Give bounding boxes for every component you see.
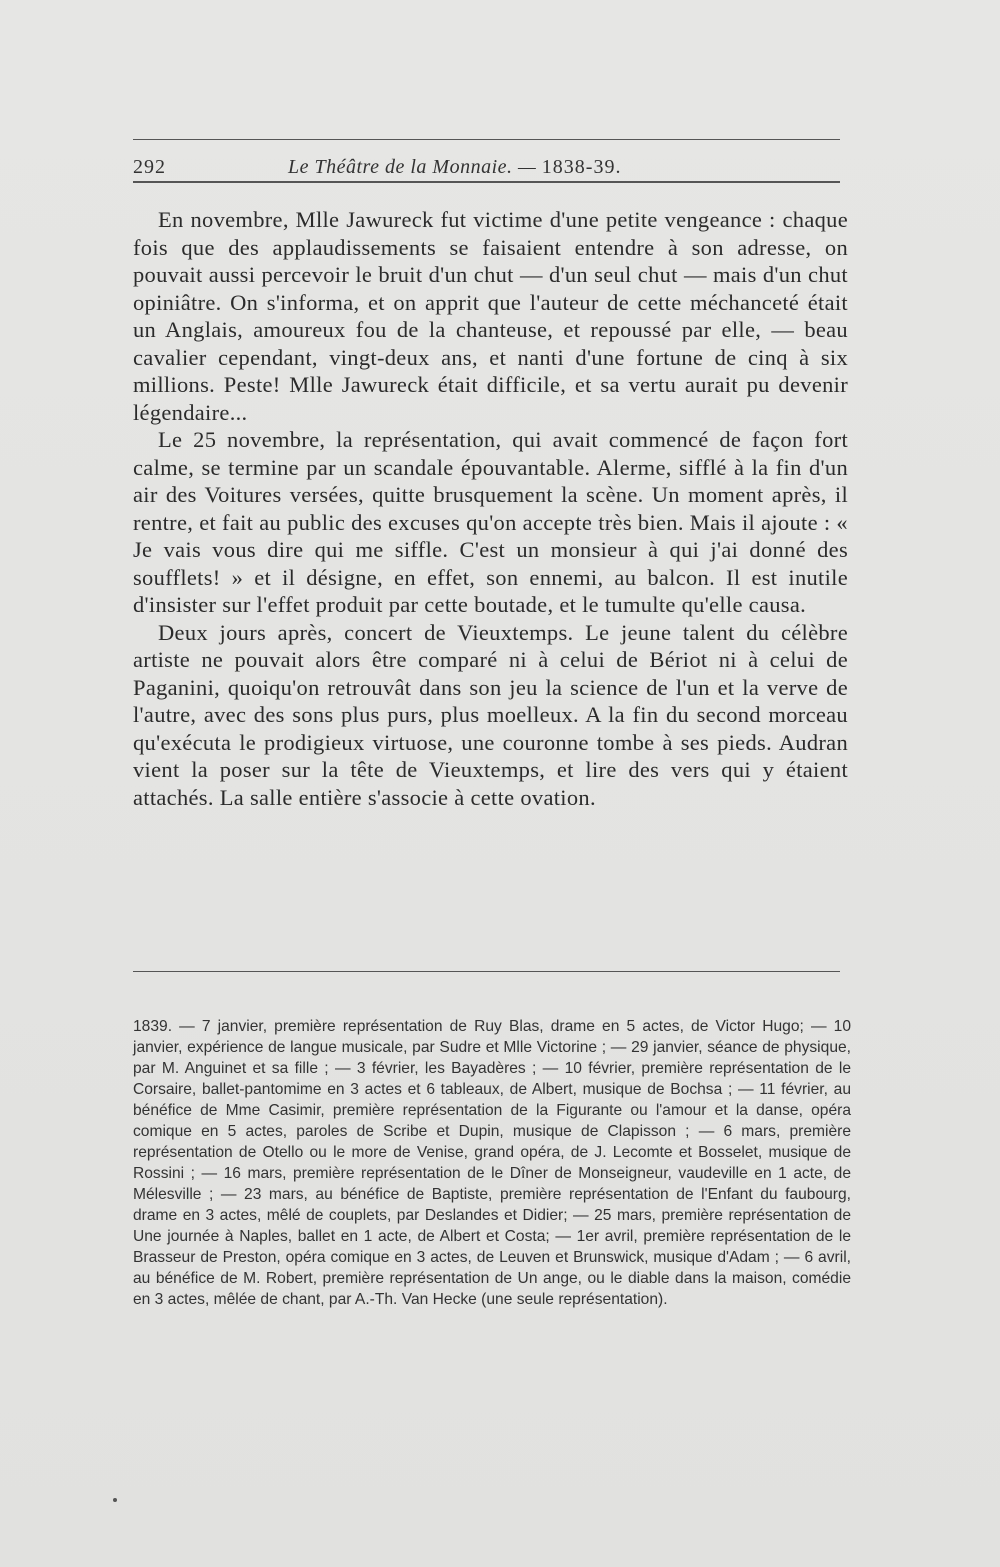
main-text (133, 206, 848, 811)
footnote-text: 1839. — 7 janvier, première représentation de Ruy Blas, drame en 5 actes, de Victor Hugo; — 10 janvier, expérience de langue musicale, par Sudre et Mlle Victorine ; — 29 janvier, séance de physique, par M. Anguinet et sa fille ; — 3 février, les Bayadères ; — 10 février, première représentation de le Corsaire, ballet-pantomime en 3 actes et 6 tableaux, de Albert, musique de Bochsa ; — 11 février, au bénéfice de Mme Casimir, première représentation de la Figurante ou l'amour et la danse, opéra comique en 5 actes, paroles de Scribe et Dupin, musique de Clapisson ; — 6 mars, première représentation de Otello ou le more de Venise, grand opéra, de J. Lecomte et Bosselet, musique de Rossini ; — 16 mars, première représentation de le Dîner de Monseigneur, vaudeville en 1 acte, de Mélesville ; — 23 mars, au bénéfice de Baptiste, première représentation de l'Enfant du faubourg, drame en 3 actes, mêlé de couplets, par Deslandes et Didier; — 25 mars, première représentation de Une journée à Naples, ballet en 1 acte, de Albert et Costa; — 1er avril, première représentation de le Brasseur de Preston, opéra comique en 3 actes, de Leuven et Brunswick, musique d'Adam ; — 6 avril, au bénéfice de M. Robert, première représentation de Un ange, ou le diable dans la maison, comédie en 3 actes, mêlée de chant, par A.-Th. Van Hecke (une seule représentation). (133, 1018, 851, 1308)
page-speck (113, 1498, 117, 1502)
header-rule-top (133, 139, 840, 140)
footnote-separator (133, 971, 840, 972)
running-title-years: 1838-39. (541, 156, 622, 178)
running-title-text: Le Théâtre de la Monnaie. — (288, 156, 537, 178)
paragraph-2: Le 25 novembre, la représentation, qui avait commencé de façon fort calme, se termine par un scandale épouvantable. Alerme, sifflé à la fin d'un air des Voitures versées, quitte brusquement la scène. Un moment après, il rentre, et fait au public des excuses qu'on accepte très bien. Mais il ajoute : « Je vais vous dire qui me siffle. C'est un monsieur à qui j'ai donné des soufflets! » et il désigne, en effet, son ennemi, au balcon. Il est inutile d'insister sur l'effet produit par cette boutade, et le tumulte qu'elle causa. (133, 427, 848, 617)
paragraph-3: Deux jours après, concert de Vieuxtemps. Le jeune talent du célèbre artiste ne pouvait alors être comparé ni à celui de Bériot ni à celui de Paganini, quoiqu'on retrouvât dans son jeu la science de l'un et la verve de l'autre, avec des sons plus purs, plus moelleux. A la fin du second morceau qu'exécuta le prodigieux virtuose, une couronne tombe à ses pieds. Audran vient la poser sur la tête de Vieuxtemps, et lire des vers qui y étaient attachés. La salle entière s'associe à cette ovation. (133, 619, 848, 810)
page-number: 292 (133, 156, 166, 178)
running-title (288, 156, 621, 179)
footnote (133, 1016, 851, 1310)
paragraph-1: En novembre, Mlle Jawureck fut victime d'une petite vengeance : chaque fois que des applaudissements se faisaient entendre à son adresse, on pouvait aussi percevoir le bruit d'un chut — d'un seul chut — mais d'un chut opiniâtre. On s'informa, et on apprit que l'auteur de cette méchanceté était un Anglais, amoureux fou de la chanteuse, et repoussé par elle, — beau cavalier cependant, vingt-deux ans, et nanti d'une fortune de cinq à six millions. Peste! Mlle Jawureck était difficile, et sa vertu aurait pu devenir légendaire... (133, 207, 848, 425)
header-rule-bottom (133, 181, 840, 183)
